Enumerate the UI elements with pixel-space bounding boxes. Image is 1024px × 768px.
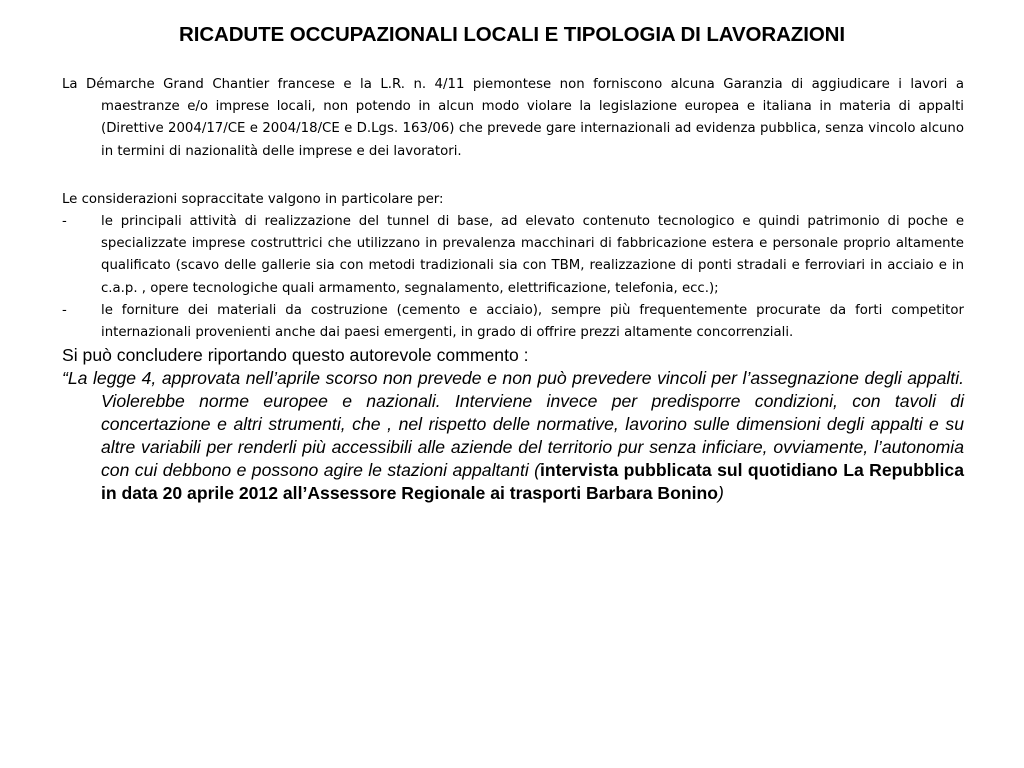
list-intro: Le considerazioni sopraccitate valgono in particolare per: xyxy=(62,191,444,207)
list-item-text: le forniture dei materiali da costruzione (cemento e acciaio), sempre più frequentemente procurate da forti competitor internazionali provenienti anche dai paesi emergenti, in grado di offrire prezzi altamente concorrenziali. xyxy=(101,302,964,341)
slide-body xyxy=(62,74,964,505)
list-dash: - xyxy=(62,214,67,230)
list-item-text: le principali attività di realizzazione del tunnel di base, ad elevato contenuto tecnologico e quindi patrimonio di poche e specializzate imprese costruttrici che utilizzano in prevalenza macchinari di fabbricazione estera e personale proprio altamente qualificato (scavo delle gallerie sia con metodi tradizionali sia con TBM, realizzazione di ponti stradali e ferroviari in acciaio e in c.a.p. , opere tecnologiche quali armamento, segnalamento, elettrificazione, telefonia, ecc.); xyxy=(101,214,964,296)
intro-paragraph: La Démarche Grand Chantier francese e la L.R. n. 4/11 piemontese non forniscono alcuna Garanzia di aggiudicare i lavori a maestranze e/o imprese locali, non potendo in alcun modo violare la legislazione europea e italiana in materia di appalti (Direttive 2004/17/CE e 2004/18/CE e D.Lgs. 163/06) che prevede gare internazionali ad evidenza pubblica, senza vincolo alcuno in termini di nazionalità delle imprese e dei lavoratori. xyxy=(62,77,964,159)
quote-text: “La legge 4, approvata nell’aprile scorso non prevede e non può prevedere vincoli per l’assegnazione degli appalti. Violerebbe norme europee e nazionali. Interviene invece per predisporre condizioni, con tavoli di concertazione e altri strumenti, che , nel rispetto delle normative, lavorino sulle dimensioni degli appalti e su altre variabili per renderli più accessibili alle aziende del territorio pur senza inficiare, ovviamente, l’autonomia con cui debbono e possono agire le stazioni appaltanti ( xyxy=(62,368,964,480)
quote-close: ) xyxy=(718,482,724,503)
quote-paragraph xyxy=(62,367,964,504)
slide-title: RICADUTE OCCUPAZIONALI LOCALI E TIPOLOGIA DI LAVORAZIONI xyxy=(179,23,845,46)
quote-source: intervista pubblicata sul quotidiano La Repubblica in data 20 aprile 2012 all’Assessore Regionale ai trasporti Barbara Bonino xyxy=(101,459,964,503)
list-item xyxy=(62,300,964,344)
list-item xyxy=(62,211,964,300)
conclusion-line: Si può concludere riportando questo autorevole commento : xyxy=(62,345,529,366)
list-dash: - xyxy=(62,302,67,318)
